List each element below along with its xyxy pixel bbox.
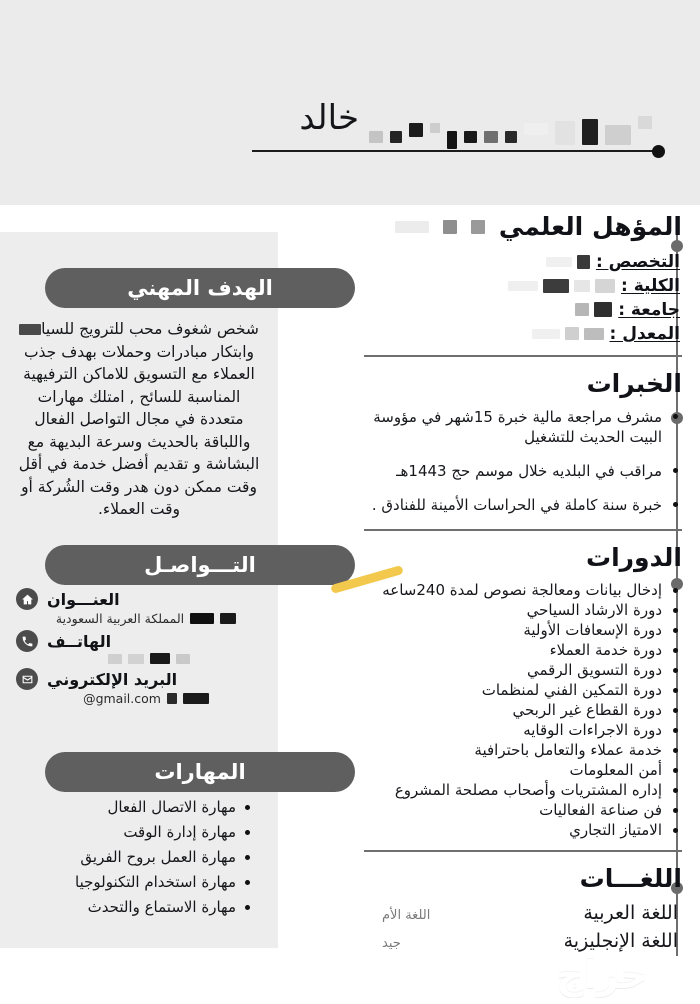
list-item: خدمة عملاء والتعامل باحترافية [346, 741, 678, 760]
contact-list [0, 588, 278, 710]
list-item: إدخال بيانات ومعالجة نصوص لمدة 240ساعه [346, 581, 678, 600]
contact-item-email [0, 668, 278, 706]
list-item: دورة الاجراءات الوقايه [346, 721, 678, 740]
list-item: فن صناعة الفعاليات [346, 801, 678, 820]
education-field-value [508, 279, 615, 293]
education-field-label: المعدل : [609, 323, 680, 344]
education-field-value [532, 327, 604, 340]
redaction-block [484, 131, 498, 143]
redaction-block [220, 613, 236, 624]
divider [364, 850, 682, 852]
redaction-block [464, 131, 477, 143]
redaction-block [543, 279, 569, 293]
redaction-block [505, 131, 517, 143]
redaction-block [471, 220, 485, 234]
redaction-block [555, 121, 575, 145]
list-item: دورة التمكين الفني لمنظمات [346, 681, 678, 700]
redaction-block [584, 328, 604, 340]
header-dot [652, 145, 665, 158]
divider [364, 529, 682, 531]
watermark: حراج [556, 953, 648, 997]
list-item: أمن المعلومات [346, 761, 678, 780]
objective-text-before: شخص شغوف محب للترويج للسيا [41, 320, 259, 338]
redaction-block [409, 123, 423, 137]
redaction-block [190, 613, 214, 624]
language-name: اللغة العربية [583, 902, 678, 924]
redaction-block [183, 693, 209, 704]
list-item: دورة التسويق الرقمي [346, 661, 678, 680]
contact-value [0, 691, 278, 706]
education-field-label: الكلية : [620, 275, 680, 296]
list-item: دورة الارشاد السياحي [346, 601, 678, 620]
redaction-block [577, 255, 590, 269]
list-item: دورة القطاع غير الربحي [346, 701, 678, 720]
list-item: مراقب في البلديه خلال موسم حج 1443هـ [346, 461, 678, 481]
list-item: دورة خدمة العملاء [346, 641, 678, 660]
redaction-block [443, 220, 457, 234]
contact-head [0, 630, 278, 652]
redaction-block [128, 654, 144, 664]
redaction-block [150, 653, 170, 664]
phone-icon [16, 630, 38, 652]
redaction-block [532, 329, 560, 339]
redaction-block [167, 693, 177, 704]
contact-label: العنـــوان [47, 589, 120, 609]
contact-head [0, 588, 278, 610]
contact-value [0, 611, 278, 626]
address-text: المملكة العربية السعودية [55, 611, 185, 626]
home-icon [16, 588, 38, 610]
redaction-block [638, 116, 652, 129]
redaction-block [176, 654, 190, 664]
list-item: الامتياز التجاري [346, 821, 678, 840]
redaction-block [605, 125, 631, 145]
divider [364, 355, 682, 357]
redaction-block [430, 123, 440, 133]
redaction-block [582, 119, 598, 145]
contact-label: البريد الإلكتروني [47, 669, 178, 689]
name-redaction-blocks [369, 105, 652, 149]
education-field-label: جامعة : [618, 299, 680, 320]
contact-item-phone [0, 630, 278, 664]
contact-title-pill: التـــواصـل [45, 545, 355, 585]
list-item: مهارة استخدام التكنولوجيا [16, 870, 250, 895]
experience-title: الخبرات [586, 369, 682, 398]
skills-list [0, 795, 250, 920]
list-item: مهارة العمل بروح الفريق [16, 845, 250, 870]
list-item: دورة الإسعافات الأولية [346, 621, 678, 640]
envelope-icon [16, 668, 38, 690]
redaction-block [546, 257, 572, 267]
redaction-block [594, 302, 612, 317]
education-field-value [575, 302, 612, 317]
redaction-block [108, 654, 122, 664]
courses-title: الدورات [585, 543, 682, 572]
list-item: مهارة إدارة الوقت [16, 820, 250, 845]
contact-item-address [0, 588, 278, 626]
list-item: مشرف مراجعة مالية خبرة 15شهر في مؤوسة البيت الحديث للتشغيل [346, 407, 678, 447]
redaction-block [508, 281, 538, 291]
languages-title: اللغـــات [579, 864, 682, 893]
redaction-block [575, 303, 589, 316]
redaction-block [19, 324, 41, 335]
list-item: خبرة سنة كاملة في الحراسات الأمينة للفنادق . [346, 495, 678, 515]
list-item: إداره المشتريات وأصحاب مصلحة المشروع [346, 781, 678, 800]
education-field-value [546, 255, 590, 269]
list-item: مهارة الاستماع والتحدث [16, 895, 250, 920]
objective-text [14, 318, 264, 521]
redaction-block [574, 280, 590, 292]
education-title: المؤهل العلمي [498, 212, 682, 241]
redaction-block [524, 123, 548, 135]
objective-text-after: وابتكار مبادرات وحملات بهدف جذب العملاء مع التسويق للاماكن الترفيهية المناسبة للسائح , امتلك مهارات متعددة في مجال التواصل الفعال واللباقة بالحديث وسرعة البديهة مع البشاشة و تقديم أفضل خدمة في أقل وقت ممكن دون هدر وقت الشُركة أو وقت العملاء. [18, 342, 260, 518]
email-text: @gmail.com [83, 691, 161, 706]
education-field-label: التخصص : [595, 251, 680, 272]
contact-label: الهاتــف [47, 631, 112, 651]
skills-title-pill: المهارات [45, 752, 355, 792]
objective-title-pill: الهدف المهني [45, 268, 355, 308]
language-level: جيد [382, 936, 401, 951]
language-level: اللغة الأم [382, 908, 431, 923]
redaction-block [447, 131, 457, 149]
contact-head [0, 668, 278, 690]
redaction-block [565, 327, 579, 340]
name-text: خالد [299, 98, 359, 138]
language-name: اللغة الإنجليزية [563, 930, 678, 952]
contact-value [0, 653, 278, 664]
redaction-block [595, 279, 615, 293]
list-item: مهارة الاتصال الفعال [16, 795, 250, 820]
